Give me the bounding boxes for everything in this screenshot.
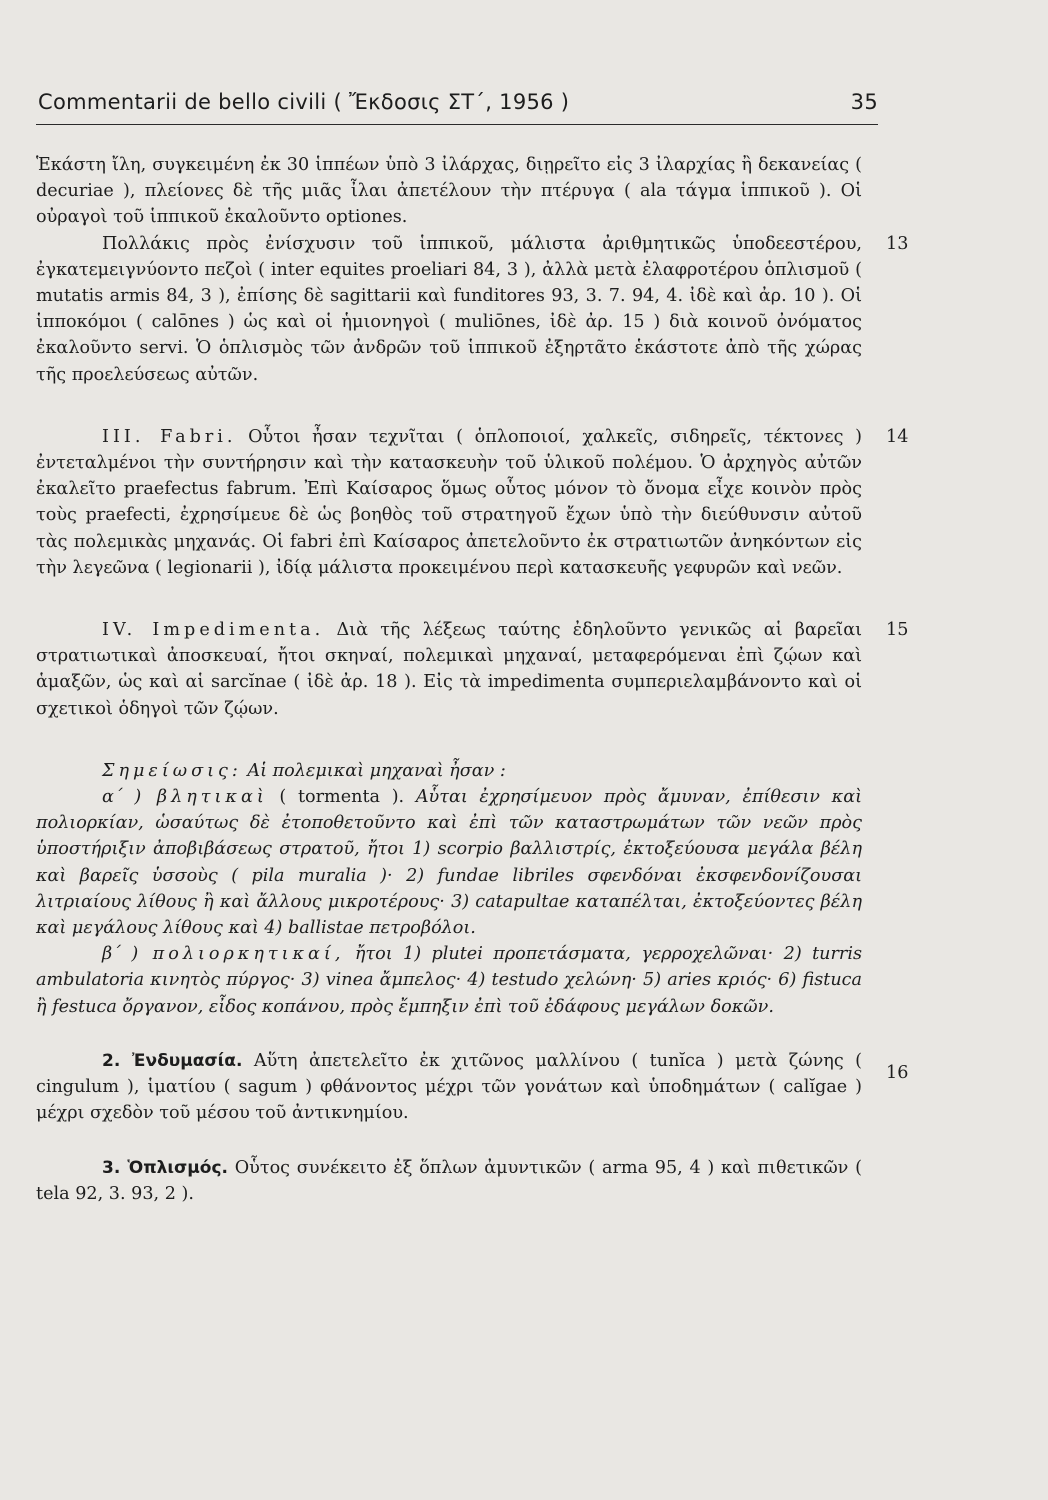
paragraph-cavalry (36, 231, 909, 388)
section-heading: III. Fabri. (102, 426, 237, 447)
margin-number: 16 (886, 1062, 909, 1083)
note-item-number: α΄ ) (102, 787, 142, 808)
paragraph-ala (36, 152, 862, 231)
note-heading (36, 758, 862, 784)
note-item-text: ἤτοι 1) plutei προπετάσματα, γερροχελῶναι· 2) turris ambulatoria κινητὸς πύργος· 3) vinea ἄμπελος· 4) testudo χελώνη· 5) aries κριός· 6) fistuca ἢ festuca ὄργανον, εἶδος κοπάνου, πρὸς ἔμπηξιν ἐπὶ τοῦ ἐδάφους μεγάλων δοκῶν. (36, 944, 862, 1017)
margin-number: 14 (886, 426, 909, 447)
paragraph-text: Οὗτος συνέκειτο ἐξ ὅπλων ἀμυντικῶν ( arma 95, 4 ) καὶ πιθετικῶν ( tela 92, 3. 93, 2 ). (36, 1157, 862, 1204)
paragraph-text: Αὕτη ἀπετελεῖτο ἐκ χιτῶνος μαλλίνου ( tunĭca ) μετὰ ζώνης ( cingulum ), ἱματίου ( sagum ) φθάνοντος μέχρι τῶν γονάτων καὶ ὑποδημάτων ( calĭgae ) μέχρι σχεδὸν τοῦ μέσου τοῦ ἀντικνημίου. (36, 1050, 862, 1124)
paragraph-text: Πολλάκις πρὸς ἐνίσχυσιν τοῦ ἱππικοῦ, μάλιστα ἀριθμητικῶς ὑποδεεστέρου, ἐγκατεμειγνύοντο πεζοὶ ( inter equites proeliari 84, 3 ), ἀλλὰ μετὰ ἐλαφροτέρου ὁπλισμοῦ ( mutatis armis 84, 3 ), ἐπίσης δὲ sagittarii καὶ funditores 93, 3. 7. 94, 4. ἰδὲ καὶ ἀρ. 10 ). Οἱ ἱπποκόμοι ( calōnes ) ὡς καὶ οἱ ἡμιονηγοὶ ( muliōnes, ἰδὲ ἀρ. 15 ) διὰ κοινοῦ ὀνόματος ἐκαλοῦντο servi. Ὁ ὁπλισμὸς τῶν ἀνδρῶν τοῦ ἱππικοῦ ἐξηρτᾶτο ἑκάστοτε ἀπὸ τῆς χώρας τῆς προελεύσεως αὐτῶν. (36, 233, 862, 385)
margin-number: 13 (886, 233, 909, 254)
note-item-b (36, 941, 862, 1020)
paragraph-text: Ἑκάστη ἴλη, συγκειμένη ἐκ 30 ἱππέων ὑπὸ 3 ἰλάρχας, διῃρεῖτο εἰς 3 ἰλαρχίας ἢ δεκανείας ( decuriae ), πλείονες δὲ τῆς μιᾶς ἶλαι ἀπετέλουν τὴν πτέρυγα ( ala τάγμα ἱππικοῦ ). Οἱ οὐραγοὶ τοῦ ἱππικοῦ ἐκαλοῦντο optiones. (36, 155, 862, 228)
note-item-number: β΄ ) (102, 944, 139, 965)
paragraph-fabri (36, 424, 909, 581)
paragraph-clothing (36, 1048, 909, 1127)
note-item-heading: βλητικαὶ (141, 787, 268, 808)
page-number: 35 (850, 90, 878, 114)
section-heading: 3. Ὁπλισμός. (102, 1157, 228, 1178)
note-item-latin: ( tormenta ). (267, 787, 405, 808)
paragraph-text: Διὰ τῆς λέξεως ταύτης ἐδηλοῦντο γενικῶς αἱ βαρεῖαι στρατιωτικαὶ ἀποσκευαί, ἤτοι σκηναί, πολεμικαὶ μηχαναί, μεταφερόμεναι ἐπὶ ζῴων καὶ ἁμαξῶν, ὡς καὶ αἱ sarcĭnae ( ἰδὲ ἀρ. 18 ). Εἰς τὰ impedimenta συμπεριελαμβάνοντο καὶ οἱ σχετικοὶ ὁδηγοὶ τῶν ζῴων. (36, 620, 862, 719)
running-title: Commentarii de bello civili ( Ἔκδοσις ΣΤ΄, 1956 ) (38, 90, 570, 114)
note-item-text: Αὗται ἐχρησίμευον πρὸς ἄμυναν, ἐπίθεσιν καὶ πολιορκίαν, ὡσαύτως δὲ ἐτοποθετοῦντο καὶ ἐπὶ τῶν καταστρωμάτων τῶν νεῶν πρὸς ὑποστήριξιν ἀποβιβάσεως στρατοῦ, ἤτοι 1) scorpio βαλλιστρίς, ἐκτοξεύουσα μεγάλα βέλη καὶ βαρεῖς ὑσσοὺς ( pila muralia )· 2) fundae libriles σφενδόναι ἐκσφενδονίζουσαι λιτριαίους λίθους ἢ καὶ ἄλλους μικροτέρους· 3) catapultae καταπέλται, ἐκτοξεύοντες βέλη καὶ μεγάλους λίθους καὶ 4) ballistae πετροβόλοι. (36, 787, 862, 939)
note-label: Σημείωσις: (102, 760, 242, 781)
note-item-a (36, 784, 862, 941)
paragraph-armament (36, 1155, 862, 1207)
paragraph-text: Οὗτοι ἦσαν τεχνῖται ( ὁπλοποιοί, χαλκεῖς, σιδηρεῖς, τέκτονες ) ἐντεταλμένοι τὴν συντήρησιν καὶ τὴν κατασκευὴν τοῦ ὑλικοῦ πολέμου. Ὁ ἀρχηγὸς αὐτῶν ἐκαλεῖτο praefectus fabrum. Ἐπὶ Καίσαρος ὅμως οὗτος μόνον τὸ ὄνομα εἶχε κοινὸν πρὸς τοὺς praefecti, ἐχρησίμευε δὲ ὡς βοηθὸς τοῦ στρατηγοῦ ἔχων ὑπὸ τὴν διεύθυνσιν αὐτοῦ τὰς πολεμικὰς μηχανάς. Οἱ fabri ἐπὶ Καίσαρος ἀπετελοῦντο ἐκ στρατιωτῶν ἀνηκόντων εἰς τὴν λεγεῶνα ( legionarii ), ἰδίᾳ μάλιστα προκειμένου περὶ κατασκευῆς γεφυρῶν καὶ νεῶν. (36, 426, 862, 578)
running-header (36, 86, 878, 125)
note-item-heading: πολιορκητικαί, (138, 944, 345, 965)
note-text: Αἱ πολεμικαὶ μηχαναὶ ἦσαν : (241, 760, 506, 781)
section-heading: IV. Impedimenta. (102, 620, 325, 641)
margin-number: 15 (886, 620, 909, 641)
body-text (36, 152, 909, 1207)
paragraph-impedimenta (36, 617, 909, 722)
section-heading: 2. Ἐνδυμασία. (102, 1050, 243, 1071)
